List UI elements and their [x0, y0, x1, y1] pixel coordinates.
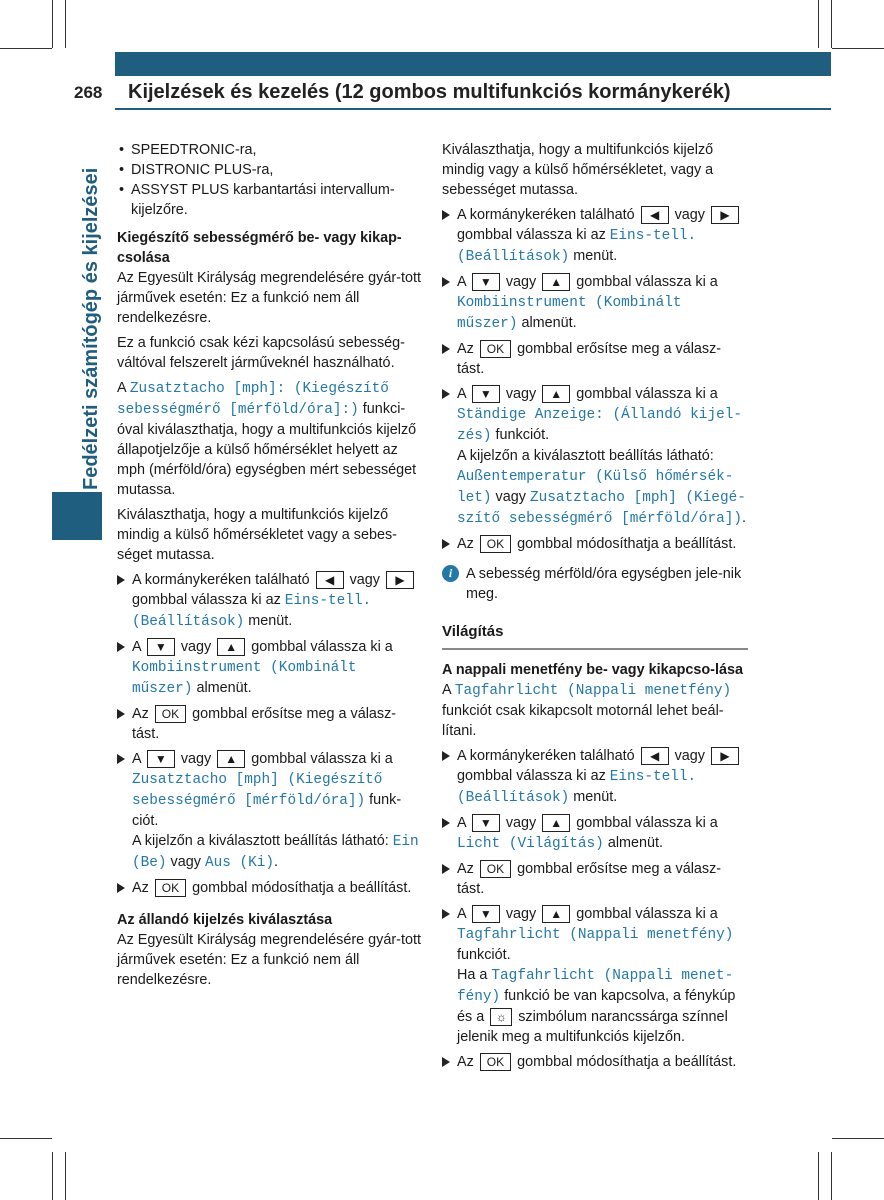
text: A kijelzőn a kiválasztott beállítás látható: — [132, 833, 389, 849]
header-rule — [115, 108, 831, 110]
text: A — [442, 682, 451, 698]
list-item: • ASSYST PLUS karbantartási intervallum-kijelzőre. — [117, 180, 423, 220]
text: A — [117, 380, 130, 396]
text: gombbal válassza ki a — [576, 274, 718, 290]
menu-name: Licht (Világítás) — [457, 836, 604, 852]
step-arrow-icon — [117, 883, 125, 893]
section-rule — [442, 648, 748, 650]
text: Az — [132, 706, 149, 722]
up-button-icon: ▲ — [542, 814, 570, 832]
ok-button-icon: OK — [155, 879, 186, 897]
text: gombbal válassza ki az — [457, 227, 606, 243]
light-symbol-icon: ☼ — [490, 1008, 512, 1026]
list-item: • DISTRONIC PLUS-ra, — [117, 160, 423, 180]
text: almenüt. — [196, 680, 252, 696]
paragraph — [442, 680, 748, 741]
left-button-icon: ◀ — [641, 206, 669, 224]
menu-name: Kombiinstrument (Kombinált műszer) — [457, 295, 682, 332]
step — [442, 272, 748, 334]
section-heading: Az állandó kijelzés kiválasztása — [117, 912, 333, 928]
step-arrow-icon — [117, 754, 125, 764]
text: funkció be van kapcsolva, a fénykúp és a — [457, 988, 736, 1025]
menu-name: Ständige Anzeige: (Állandó kijel-zés) — [457, 407, 742, 444]
up-button-icon: ▲ — [217, 750, 245, 768]
right-button-icon: ▶ — [711, 747, 739, 765]
text: A kormánykeréken található — [457, 748, 635, 764]
menu-name: Eins-tell. (Beállítások) — [132, 593, 372, 630]
menu-name: Kombiinstrument (Kombinált műszer) — [132, 660, 357, 697]
step — [117, 704, 423, 744]
text: Az — [457, 341, 474, 357]
text: . — [274, 854, 279, 870]
crop-mark — [831, 0, 832, 48]
paragraph — [117, 378, 423, 500]
step — [442, 904, 748, 1047]
paragraph: Kiválaszthatja, hogy a multifunkciós kijelző mindig a külső hőmérsékletet vagy a sebes-séget mutassa. — [117, 507, 397, 563]
menu-name: Eins-tell. (Beállítások) — [457, 228, 697, 265]
crop-mark — [0, 48, 52, 49]
text: funkciót csak kikapcsolt motornál lehet beál-lítani. — [442, 703, 724, 739]
down-button-icon: ▼ — [472, 814, 500, 832]
crop-mark — [818, 1152, 819, 1200]
side-tab-block — [52, 492, 102, 540]
text: menüt. — [573, 248, 618, 264]
text: vagy — [505, 815, 537, 831]
right-button-icon: ▶ — [386, 571, 414, 589]
text: funk-ciót. — [132, 792, 402, 829]
step-arrow-icon — [442, 389, 450, 399]
crop-mark — [65, 1152, 66, 1200]
side-tab-label: Fedélzeti számítógép és kijelzései — [80, 167, 102, 490]
text: gombbal módosíthatja a beállítást. — [517, 1054, 737, 1070]
left-column — [117, 140, 423, 995]
text: vagy — [505, 386, 537, 402]
text: A — [132, 751, 141, 767]
step-arrow-icon — [442, 210, 450, 220]
info-icon: i — [442, 565, 459, 582]
text: gombbal válassza ki az — [457, 768, 606, 784]
text: A — [457, 815, 466, 831]
text: funkciót. — [457, 947, 511, 963]
text: almenüt. — [607, 835, 664, 851]
step — [442, 859, 748, 899]
text: A kormánykeréken található — [132, 572, 310, 588]
left-button-icon: ◀ — [641, 747, 669, 765]
page-number: 268 — [74, 83, 103, 102]
paragraph: Kiválaszthatja, hogy a multifunkciós kijelző mindig vagy a külső hőmérsékletet, vagy a sebességet mutassa. — [442, 142, 714, 198]
list-item: • SPEEDTRONIC-ra, — [117, 140, 423, 160]
step — [442, 384, 748, 529]
step — [117, 637, 423, 699]
text: menüt. — [573, 789, 618, 805]
info-note — [442, 564, 748, 604]
text: gombbal válassza ki a — [576, 815, 718, 831]
menu-name: Tagfahrlicht (Nappali menetfény) — [454, 683, 732, 699]
text: A — [132, 639, 141, 655]
text: gombbal módosíthatja a beállítást. — [517, 536, 737, 552]
step — [117, 749, 423, 873]
step — [442, 746, 748, 808]
up-button-icon: ▲ — [217, 638, 245, 656]
step — [117, 878, 423, 898]
menu-name: Tagfahrlicht (Nappali menetfény) — [457, 927, 734, 943]
step — [442, 1052, 748, 1072]
section-heading: Kiegészítő sebességmérő be- vagy kikap-csolása — [117, 230, 402, 266]
down-button-icon: ▼ — [472, 905, 500, 923]
text: gombbal erősítse meg a válasz-tást. — [132, 706, 397, 742]
step-arrow-icon — [442, 277, 450, 287]
down-button-icon: ▼ — [472, 273, 500, 291]
step-arrow-icon — [442, 539, 450, 549]
header-band — [115, 52, 831, 76]
text: vagy — [674, 748, 705, 764]
menu-name: Außentemperatur (Külső hőmérsék-let) — [457, 469, 734, 506]
text: A kormánykeréken található — [457, 207, 635, 223]
text: Az — [132, 880, 149, 896]
text: A kijelzőn a kiválasztott beállítás látható: — [457, 448, 714, 464]
section-heading: A nappali menetfény be- vagy kikapcso-lása — [442, 662, 743, 678]
down-button-icon: ▼ — [147, 750, 175, 768]
text: Az — [457, 536, 474, 552]
left-button-icon: ◀ — [316, 571, 344, 589]
step-arrow-icon — [442, 864, 450, 874]
right-column — [442, 140, 748, 1077]
text: menüt. — [248, 613, 293, 629]
up-button-icon: ▲ — [542, 273, 570, 291]
text: vagy — [170, 854, 201, 870]
text: gombbal válassza ki a — [251, 639, 393, 655]
crop-mark — [832, 1138, 884, 1139]
text: A sebesség mérföld/óra egységben jele-nik meg. — [466, 566, 742, 602]
text: gombbal erősítse meg a válasz-tást. — [457, 861, 722, 897]
menu-name: Tagfahrlicht (Nappali menet-fény) — [457, 968, 734, 1005]
menu-name: Aus (Ki) — [204, 855, 275, 871]
section-title: Világítás — [442, 623, 504, 640]
menu-name: Zusatztacho [mph]: (Kiegészítő sebességmérő [mérföld/óra]:) — [117, 381, 389, 418]
text: vagy — [180, 639, 212, 655]
step-arrow-icon — [442, 818, 450, 828]
step-arrow-icon — [442, 751, 450, 761]
text: A — [457, 906, 466, 922]
ok-button-icon: OK — [480, 860, 511, 878]
up-button-icon: ▲ — [542, 385, 570, 403]
ok-button-icon: OK — [480, 340, 511, 358]
ok-button-icon: OK — [480, 1053, 511, 1071]
step-arrow-icon — [442, 344, 450, 354]
text: vagy — [505, 906, 537, 922]
paragraph: Az Egyesült Királyság megrendelésére gyár-tott járművek esetén: Ez a funkció nem áll rendelkezésre. — [117, 270, 421, 326]
text: Az — [457, 1054, 474, 1070]
text: almenüt. — [521, 315, 577, 331]
up-button-icon: ▲ — [542, 905, 570, 923]
menu-name: Eins-tell. (Beállítások) — [457, 769, 697, 806]
text: vagy — [180, 751, 212, 767]
text: . — [741, 510, 746, 526]
crop-mark — [0, 1138, 52, 1139]
down-button-icon: ▼ — [472, 385, 500, 403]
page-title: Kijelzések és kezelés (12 gombos multifunkciós kormánykerék) — [128, 81, 731, 103]
crop-mark — [832, 48, 884, 49]
crop-mark — [831, 1152, 832, 1200]
text: gombbal válassza ki a — [576, 386, 718, 402]
step — [117, 570, 423, 632]
text: szimbólum narancssárga színnel jelenik meg a multifunkciós kijelzőn. — [457, 1009, 728, 1045]
step-arrow-icon — [117, 575, 125, 585]
crop-mark — [52, 0, 53, 48]
text: Az — [457, 861, 474, 877]
step — [442, 813, 748, 854]
down-button-icon: ▼ — [147, 638, 175, 656]
step — [442, 339, 748, 379]
text: A — [457, 274, 466, 290]
paragraph: Az Egyesült Királyság megrendelésére gyár-tott járművek esetén: Ez a funkció nem áll rendelkezésre. — [117, 932, 421, 988]
text: vagy — [674, 207, 705, 223]
step — [442, 205, 748, 267]
crop-mark — [65, 0, 66, 48]
text: A — [457, 386, 466, 402]
right-button-icon: ▶ — [711, 206, 739, 224]
text: funkci-óval kiválaszthatja, hogy a multifunkciós kijelző állapotjelzője a külső hőmérséklet helyett az mph (mérföld/óra) egységben mért sebességet mutassa. — [117, 401, 417, 498]
paragraph: Ez a funkció csak kézi kapcsolású sebesség-váltóval felszerelt járműveknél használható. — [117, 335, 405, 371]
text: gombbal válassza ki a — [251, 751, 393, 767]
text: funkciót. — [495, 427, 550, 443]
crop-mark — [52, 1152, 53, 1200]
ok-button-icon: OK — [155, 705, 186, 723]
menu-name: Ein (Be) — [132, 834, 419, 871]
crop-mark — [818, 0, 819, 48]
text: vagy — [505, 274, 537, 290]
text: vagy — [495, 489, 526, 505]
text: gombbal módosíthatja a beállítást. — [192, 880, 412, 896]
text: gombbal válassza ki a — [576, 906, 718, 922]
menu-name: Zusatztacho [mph] (Kiegé-szítő sebességmérő [mérföld/óra]) — [457, 490, 746, 527]
step-arrow-icon — [117, 709, 125, 719]
step — [442, 534, 748, 554]
step-arrow-icon — [117, 642, 125, 652]
text: Ha a — [457, 967, 488, 983]
menu-name: Zusatztacho [mph] (Kiegészítő sebességmérő [mérföld/óra]) — [132, 772, 383, 809]
text: gombbal válassza ki az — [132, 592, 281, 608]
text: gombbal erősítse meg a válasz-tást. — [457, 341, 722, 377]
step-arrow-icon — [442, 909, 450, 919]
ok-button-icon: OK — [480, 535, 511, 553]
step-arrow-icon — [442, 1057, 450, 1067]
text: vagy — [349, 572, 380, 588]
